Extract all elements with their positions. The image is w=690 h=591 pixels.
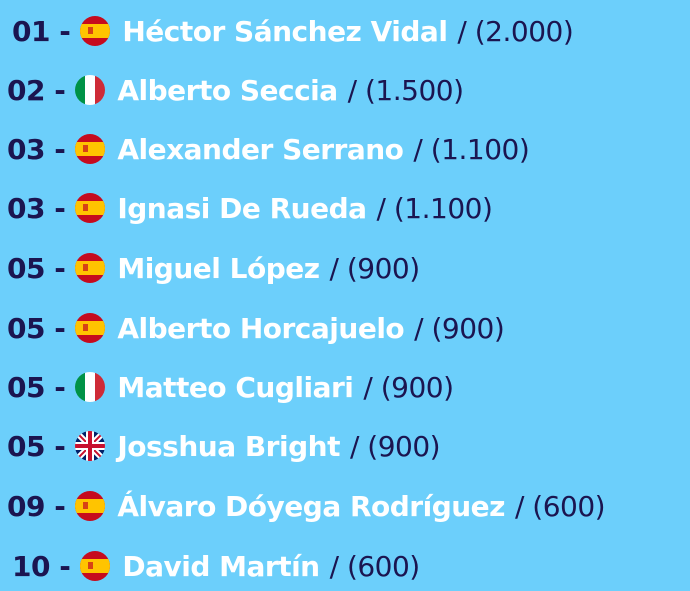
ranking-row — [12, 542, 420, 590]
ranking-row — [7, 66, 464, 114]
spain-flag-icon — [80, 16, 110, 46]
italy-flag-icon — [75, 75, 105, 105]
player-points: / (900) — [349, 429, 441, 463]
spain-flag-icon — [75, 253, 105, 283]
ranking-row — [7, 422, 440, 470]
player-points: / (1.100) — [376, 191, 493, 225]
rank-label: 01 - — [12, 14, 71, 48]
rank-label: 10 - — [12, 549, 71, 583]
spain-flag-icon — [75, 313, 105, 343]
rank-label: 05 - — [7, 311, 66, 345]
ranking-row — [7, 125, 529, 173]
spain-flag-icon — [75, 491, 105, 521]
player-points: / (2.000) — [457, 14, 574, 48]
ranking-row — [7, 244, 420, 292]
spain-flag-icon — [80, 551, 110, 581]
rank-label: 02 - — [7, 73, 66, 107]
ranking-row — [7, 482, 605, 530]
rank-label: 09 - — [7, 489, 66, 523]
rank-label: 05 - — [7, 370, 66, 404]
player-points: / (900) — [329, 251, 420, 285]
player-name: David Martín — [122, 549, 320, 583]
rank-label: 03 - — [7, 132, 66, 166]
player-points: / (900) — [414, 311, 505, 345]
player-name: Alberto Horcajuelo — [117, 311, 405, 345]
player-name: Alberto Seccia — [117, 73, 338, 107]
player-name: Alexander Serrano — [117, 132, 404, 166]
player-name: Matteo Cugliari — [117, 370, 354, 404]
player-name: Héctor Sánchez Vidal — [122, 14, 448, 48]
italy-flag-icon — [75, 372, 105, 402]
player-points: / (1.100) — [413, 132, 530, 166]
rank-label: 05 - — [7, 429, 66, 463]
player-name: Miguel López — [117, 251, 320, 285]
rank-label: 05 - — [7, 251, 66, 285]
player-name: Ignasi De Rueda — [117, 191, 367, 225]
player-points: / (900) — [363, 370, 454, 404]
rank-label: 03 - — [7, 191, 66, 225]
uk-flag-icon — [75, 431, 105, 461]
spain-flag-icon — [75, 134, 105, 164]
spain-flag-icon — [75, 193, 105, 223]
ranking-row — [7, 363, 454, 411]
player-name: Josshua Bright — [117, 429, 340, 463]
ranking-row — [7, 304, 504, 352]
player-points: / (1.500) — [347, 73, 464, 107]
ranking-row — [12, 7, 573, 55]
player-points: / (600) — [514, 489, 606, 523]
player-name: Álvaro Dóyega Rodríguez — [117, 489, 505, 523]
ranking-row — [7, 184, 492, 232]
player-points: / (600) — [329, 549, 420, 583]
